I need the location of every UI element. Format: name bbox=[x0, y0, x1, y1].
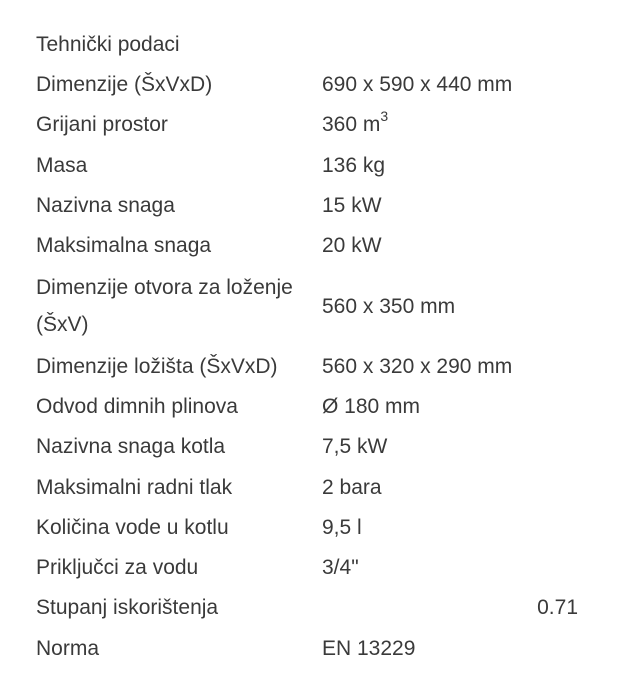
spec-row-dimensions bbox=[30, 65, 590, 105]
spec-value: EN 13229 bbox=[322, 636, 416, 660]
spec-row-boiler-power bbox=[30, 427, 590, 467]
spec-value-text: 360 m bbox=[322, 113, 381, 137]
spec-label: Maksimalni radni tlak bbox=[36, 475, 233, 499]
spec-value: Ø 180 mm bbox=[322, 394, 421, 418]
unit-exponent: 3 bbox=[380, 108, 389, 125]
spec-row-water-volume bbox=[30, 508, 590, 548]
spec-row-firebox-dimensions bbox=[30, 346, 590, 386]
spec-value: 9,5 l bbox=[322, 515, 362, 539]
spec-value: 560 x 320 x 290 mm bbox=[322, 354, 513, 378]
spec-value: 7,5 kW bbox=[322, 435, 388, 459]
section-title: Tehnički podaci bbox=[36, 33, 180, 56]
spec-value: 0.71 bbox=[537, 596, 578, 620]
spec-label: Dimenzije otvora za loženje (ŠxV) bbox=[36, 276, 293, 337]
spec-row-heated-space bbox=[30, 105, 590, 145]
spec-value: 560 x 350 mm bbox=[322, 294, 456, 318]
spec-value: 3/4" bbox=[322, 556, 359, 580]
spec-table bbox=[30, 65, 590, 669]
spec-label: Količina vode u kotlu bbox=[36, 515, 229, 539]
spec-label: Masa bbox=[36, 153, 88, 177]
spec-row-mass bbox=[30, 146, 590, 186]
spec-row-firing-opening bbox=[30, 266, 590, 346]
spec-value bbox=[316, 105, 590, 145]
spec-row-flue-outlet bbox=[30, 387, 590, 427]
spec-label: Dimenzije (ŠxVxD) bbox=[36, 73, 213, 97]
spec-label: Priključci za vodu bbox=[36, 556, 199, 580]
spec-label: Nazivna snaga bbox=[36, 194, 175, 218]
spec-row-water-connections bbox=[30, 548, 590, 588]
spec-row-max-power bbox=[30, 226, 590, 266]
spec-label: Norma bbox=[36, 636, 100, 660]
spec-row-efficiency bbox=[30, 588, 590, 628]
spec-value: 136 kg bbox=[322, 153, 386, 177]
spec-label: Odvod dimnih plinova bbox=[36, 394, 238, 418]
spec-value: 15 kW bbox=[322, 194, 382, 218]
spec-value: 2 bara bbox=[322, 475, 382, 499]
spec-row-max-pressure bbox=[30, 467, 590, 507]
spec-label: Stupanj iskorištenja bbox=[36, 596, 219, 620]
spec-row-standard bbox=[30, 629, 590, 669]
spec-value: 690 x 590 x 440 mm bbox=[322, 73, 513, 97]
spec-row-nominal-power bbox=[30, 186, 590, 226]
spec-label: Nazivna snaga kotla bbox=[36, 435, 226, 459]
spec-label: Dimenzije ložišta (ŠxVxD) bbox=[36, 354, 278, 378]
spec-label: Grijani prostor bbox=[36, 113, 168, 137]
spec-value: 20 kW bbox=[322, 234, 382, 258]
spec-label: Maksimalna snaga bbox=[36, 234, 212, 258]
